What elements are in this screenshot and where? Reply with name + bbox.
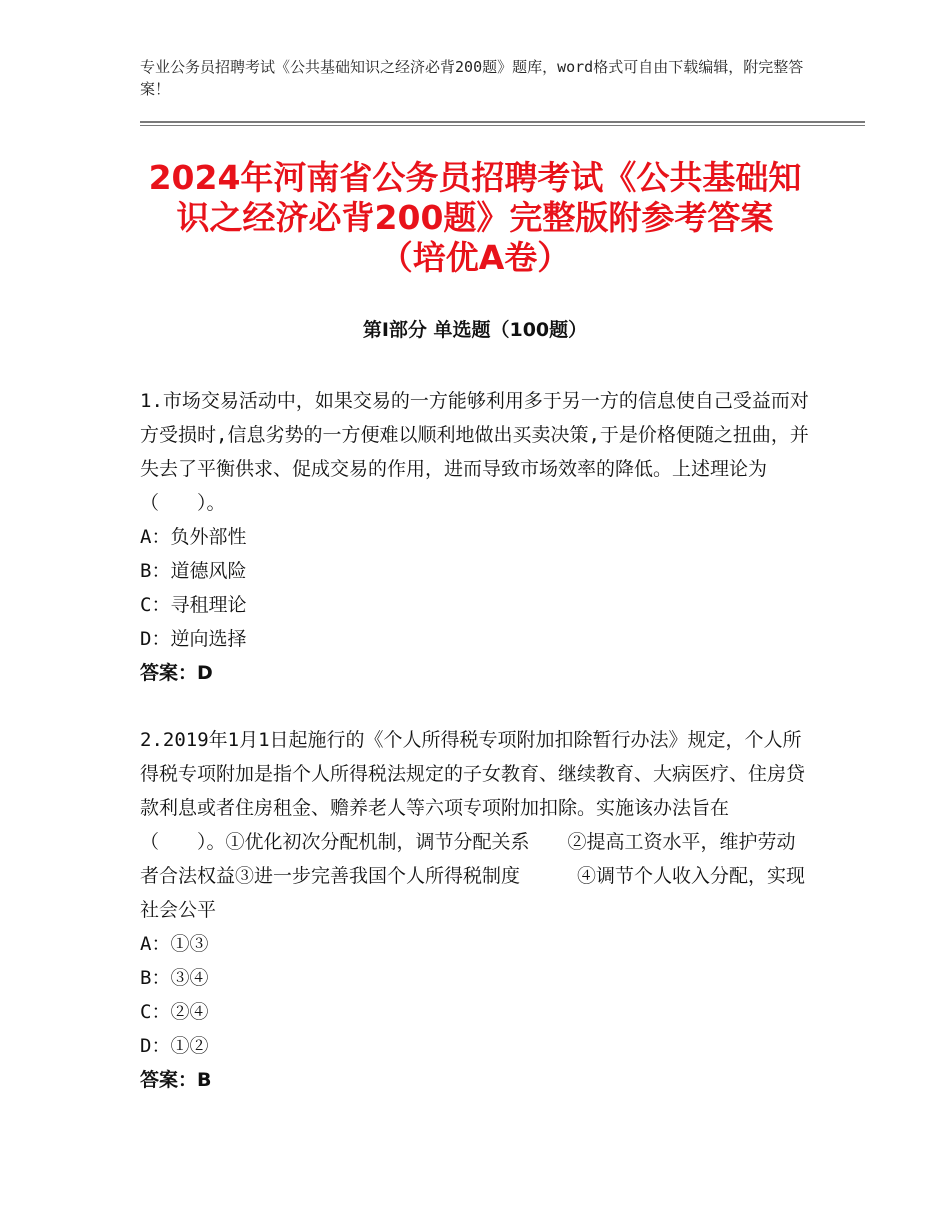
option-a: A：负外部性 (140, 526, 247, 548)
title-line-1: 2024年河南省公务员招聘考试《公共基础知 (148, 158, 802, 197)
option-d: D：逆向选择 (140, 628, 247, 650)
option-b: B：道德风险 (140, 560, 247, 582)
option-c: C：寻租理论 (140, 594, 247, 616)
option-c: C：②④ (140, 1001, 209, 1023)
header-divider-thick (140, 121, 865, 123)
title-line-2: 识之经济必背200题》完整版附参考答案 (176, 198, 774, 237)
document-title (120, 158, 830, 278)
question-1 (140, 384, 810, 690)
question-text: 2.2019年1月1日起施行的《个人所得税专项附加扣除暂行办法》规定，个人所得税专项附加是指个人所得税法规定的子女教育、继续教育、大病医疗、住房贷款利息或者住房租金、赡养老人等六项专项附加扣除。实施该办法旨在（ ）。①优化初次分配机制，调节分配关系 ②提高工资水平，维护劳动者合法权益③进一步完善我国个人所得税制度 ④调节个人收入分配，实现社会公平 (140, 729, 806, 921)
question-2 (140, 723, 810, 1097)
option-a: A：①③ (140, 933, 209, 955)
answer: 答案：B (140, 1069, 212, 1091)
title-line-3: （培优A卷） (379, 238, 571, 277)
section-title: 第Ⅰ部分 单选题（100题） (362, 319, 588, 341)
header-note: 专业公务员招聘考试《公共基础知识之经济必背200题》题库，word格式可自由下载编辑，附完整答案！ (140, 58, 804, 98)
answer: 答案：D (140, 662, 213, 684)
option-d: D：①② (140, 1035, 209, 1057)
header-divider-thin (140, 125, 865, 126)
option-b: B：③④ (140, 967, 209, 989)
question-text: 1.市场交易活动中，如果交易的一方能够利用多于另一方的信息使自己受益而对方受损时,信息劣势的一方便难以顺利地做出买卖决策,于是价格便随之扭曲，并失去了平衡供求、促成交易的作用，进而导致市场效率的降低。上述理论为（ ）。 (140, 390, 809, 514)
